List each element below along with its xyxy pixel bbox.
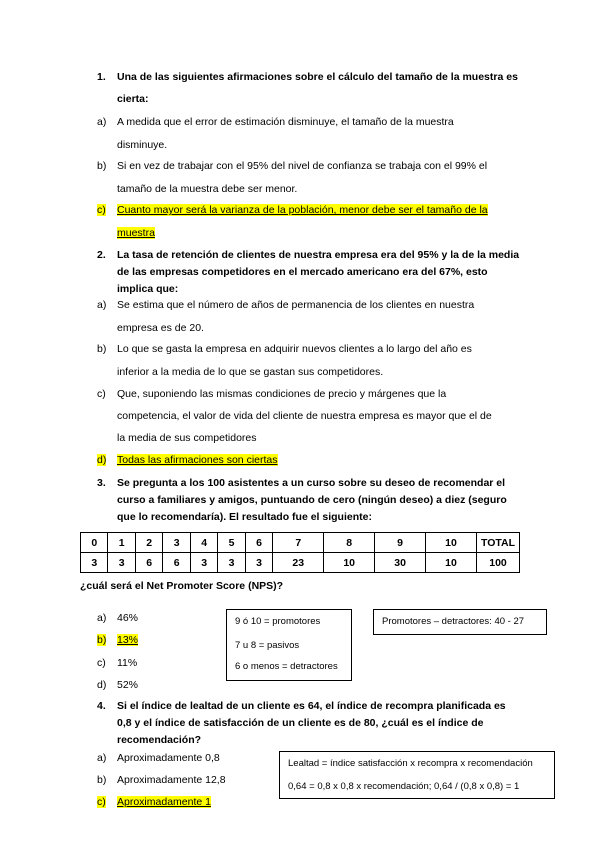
formula-text: Promotores – detractores: 40 - 27 <box>382 616 525 627</box>
table-cell: 3 <box>218 553 245 573</box>
table-cell: TOTAL <box>477 533 520 553</box>
table-cell: 30 <box>375 553 426 573</box>
table-cell: 10 <box>324 553 375 573</box>
table-cell: 3 <box>108 553 135 573</box>
option-text: Si en vez de trabajar con el 95% del nivel de confianza se trabaja con el 99% el <box>117 160 488 172</box>
table-cell: 23 <box>273 553 324 573</box>
question-text: que lo recomendaría). El resultado fue el siguiente: <box>117 511 372 523</box>
option-text: empresa es de 20. <box>117 322 204 334</box>
option-letter: b) <box>97 634 107 646</box>
legend-line: 6 o menos = detractores <box>235 661 338 672</box>
option-letter: a) <box>97 612 107 624</box>
option-text: Lo que se gasta la empresa en adquirir nuevos clientes a lo largo del año es <box>117 343 472 355</box>
option-text-correct: Aproximadamente 1 <box>117 796 211 808</box>
question-text: La tasa de retención de clientes de nuestra empresa era del 95% y la de la media <box>117 249 520 261</box>
option-text: competencia, el valor de vida del cliente de nuestra empresa es mayor que el de <box>117 410 492 422</box>
table-cell: 6 <box>245 533 272 553</box>
table-cell: 6 <box>163 553 190 573</box>
option-text: inferior a la media de lo que se gastan sus competidores. <box>117 366 384 378</box>
option-letter: b) <box>97 774 107 786</box>
question-text: Si el índice de lealtad de un cliente es 64, el índice de recompra planificada es <box>117 700 506 712</box>
nps-formula-box <box>373 609 547 635</box>
table-cell: 8 <box>324 533 375 553</box>
option-letter: c) <box>97 388 106 400</box>
table-cell: 100 <box>477 553 520 573</box>
option-text-correct: muestra <box>117 227 155 239</box>
table-cell: 3 <box>245 553 272 573</box>
option-letter: d) <box>97 454 107 466</box>
nps-score-table <box>80 532 520 573</box>
option-text: Se estima que el número de años de permanencia de los clientes en nuestra <box>117 299 475 311</box>
option-text: tamaño de la muestra debe ser menor. <box>117 183 298 195</box>
question-text: Una de las siguientes afirmaciones sobre el cálculo del tamaño de la muestra es <box>117 71 518 83</box>
option-text: disminuye. <box>117 139 168 151</box>
question-text: curso a familiares y amigos, puntuando de cero (ningún deseo) a diez (seguro <box>117 494 507 506</box>
table-cell: 10 <box>426 533 477 553</box>
option-text-correct: 13% <box>117 634 139 646</box>
option-letter: a) <box>97 299 107 311</box>
table-row <box>81 553 520 573</box>
question-number: 3. <box>97 477 106 489</box>
question-number: 1. <box>97 71 106 83</box>
nps-legend-box <box>226 609 352 681</box>
question-text: 0,8 y el índice de satisfacción de un cliente es de 80, ¿cuál es el índice de <box>117 717 484 729</box>
table-cell: 10 <box>426 553 477 573</box>
option-text-correct: Cuanto mayor será la varianza de la población, menor debe ser el tamaño de la <box>117 204 488 216</box>
table-header-row <box>81 533 520 553</box>
table-cell: 3 <box>81 553 108 573</box>
nps-question: ¿cuál será el Net Promoter Score (NPS)? <box>80 580 284 592</box>
table-cell: 3 <box>190 553 217 573</box>
table-cell: 6 <box>135 553 162 573</box>
option-text: la media de sus competidores <box>117 432 257 444</box>
explanation-line: Lealtad = índice satisfacción x recompra x recomendación <box>288 758 533 769</box>
legend-line: 9 ó 10 = promotores <box>235 616 321 627</box>
question-text: de las empresas competidores en el mercado americano era del 67%, esto <box>117 266 488 278</box>
table-cell: 4 <box>190 533 217 553</box>
option-letter: a) <box>97 116 107 128</box>
question-text: implica que: <box>117 283 179 295</box>
table-cell: 1 <box>108 533 135 553</box>
option-letter: d) <box>97 679 107 691</box>
option-letter: b) <box>97 343 107 355</box>
option-letter: c) <box>97 796 106 808</box>
legend-line: 7 u 8 = pasivos <box>235 640 300 651</box>
option-text: A medida que el error de estimación disminuye, el tamaño de la muestra <box>117 116 454 128</box>
option-text: 11% <box>117 657 138 669</box>
option-text-correct: Todas las afirmaciones son ciertas <box>117 454 278 466</box>
question-number: 4. <box>97 700 106 712</box>
question-number: 2. <box>97 249 106 261</box>
table-cell: 9 <box>375 533 426 553</box>
option-text: 52% <box>117 679 139 691</box>
table-cell: 3 <box>163 533 190 553</box>
table-cell: 2 <box>135 533 162 553</box>
option-text: Aproximadamente 12,8 <box>117 774 226 786</box>
table-cell: 0 <box>81 533 108 553</box>
option-letter: c) <box>97 204 106 216</box>
option-letter: c) <box>97 657 106 669</box>
table-cell: 7 <box>273 533 324 553</box>
explanation-line: 0,64 = 0,8 x 0,8 x recomendación; 0,64 / (0,8 x 0,8) = 1 <box>288 781 520 792</box>
question-text: recomendación? <box>117 734 202 746</box>
option-text: Aproximadamente 0,8 <box>117 752 220 764</box>
question-text: Se pregunta a los 100 asistentes a un curso sobre su deseo de recomendar el <box>117 477 506 489</box>
table-cell: 5 <box>218 533 245 553</box>
option-letter: b) <box>97 160 107 172</box>
option-text: Que, suponiendo las mismas condiciones de precio y márgenes que la <box>117 388 447 400</box>
question-text: cierta: <box>117 93 149 105</box>
loyalty-explanation-box <box>279 751 555 799</box>
option-letter: a) <box>97 752 107 764</box>
option-text: 46% <box>117 612 139 624</box>
